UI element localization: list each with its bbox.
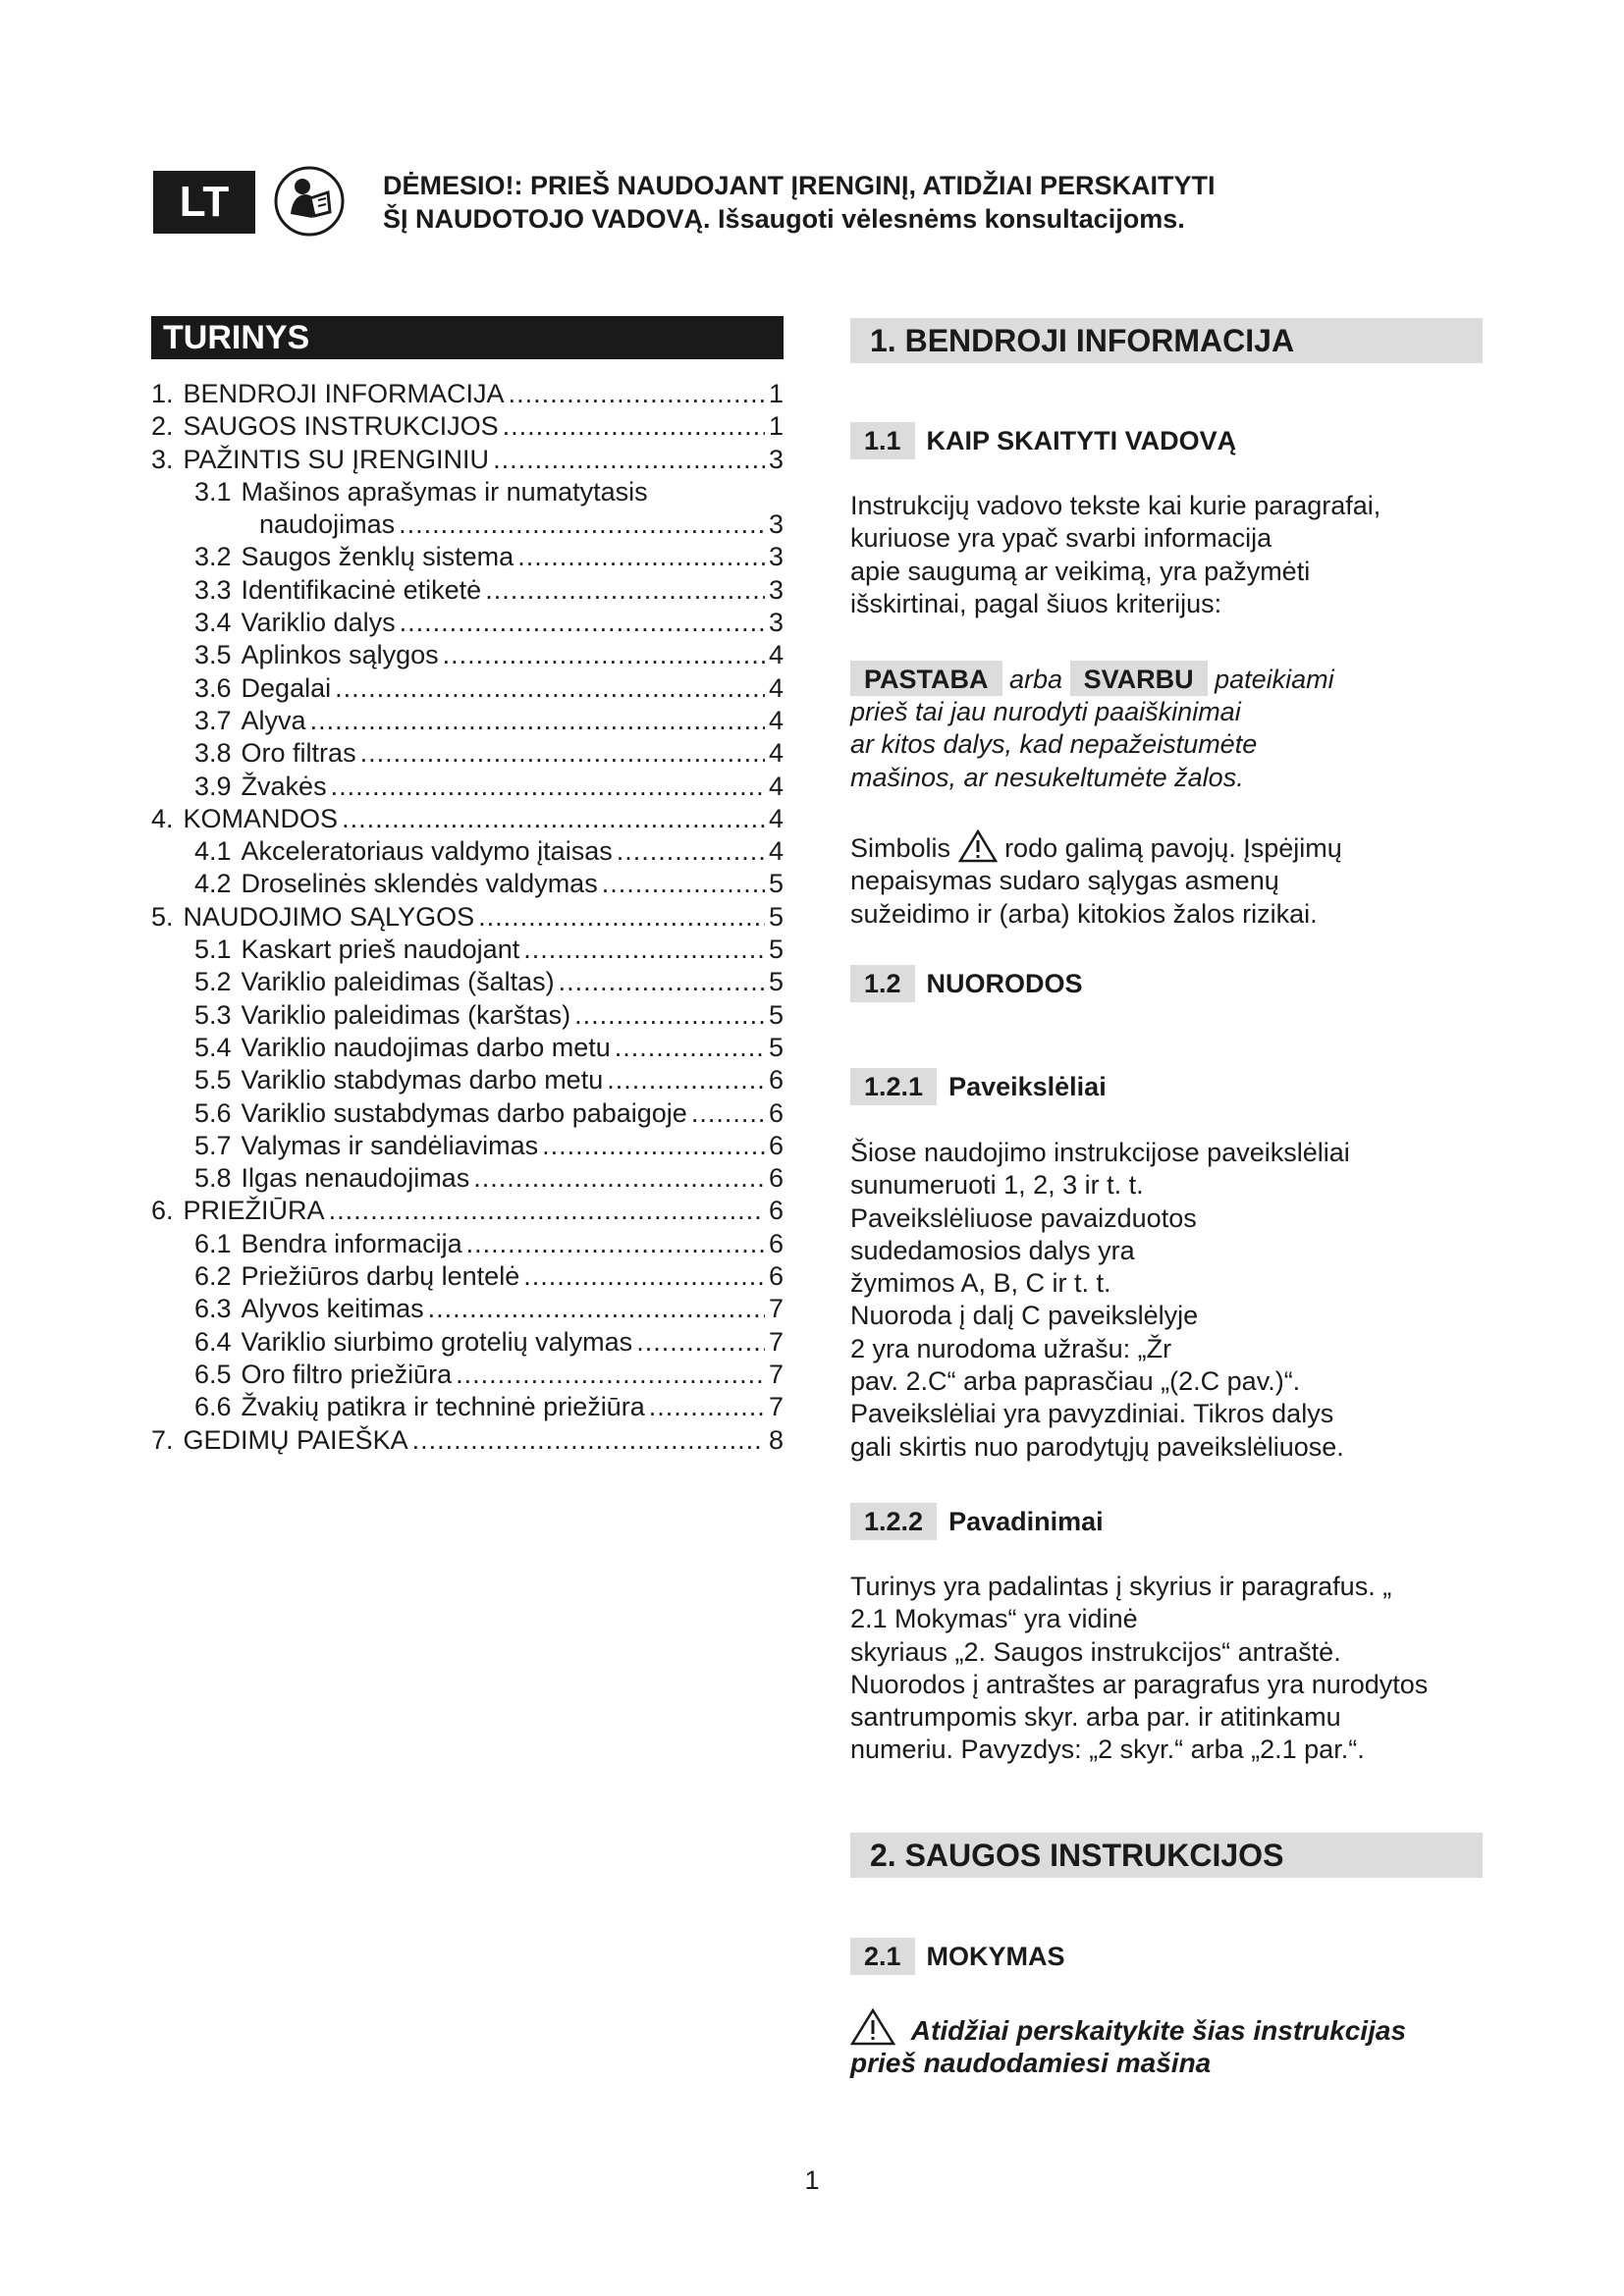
subsection-1-2-1-heading	[850, 1068, 1107, 1105]
toc-entry-page: 5	[768, 967, 784, 997]
toc-entry-number: 4.	[151, 803, 174, 833]
toc-entry-label: Valymas ir sandėliavimas	[241, 1130, 539, 1160]
toc-leader-dots	[473, 1162, 765, 1195]
paragraph-1-2-1	[850, 1137, 1489, 1464]
toc-entry-label: Variklio stabdymas darbo metu	[241, 1065, 604, 1095]
toc-entry-number: 5.8	[194, 1163, 232, 1194]
toc-entry	[151, 607, 784, 639]
toc-entry-number: 6.4	[194, 1326, 232, 1357]
toc-entry	[151, 476, 784, 508]
text-line: pav. 2.C“ arba paprasčiau „(2.C pav.)“.	[850, 1366, 1301, 1397]
toc-leader-dots	[400, 607, 765, 639]
important-chip: SVARBU	[1070, 661, 1208, 696]
toc-leader-dots	[615, 1032, 765, 1064]
toc-entry-page: 6	[768, 1261, 784, 1292]
text-line: mašinos, ar nesukeltumėte žalos.	[850, 762, 1244, 792]
toc-entry	[151, 1359, 784, 1391]
toc-entry-number: 3.9	[194, 771, 232, 801]
toc-entry-label: Variklio paleidimas (karštas)	[241, 999, 571, 1030]
toc-entry-number: 1.	[151, 379, 174, 408]
toc-entry-page: 7	[768, 1392, 784, 1422]
subsection-number: 1.2.1	[850, 1068, 937, 1105]
toc-leader-dots	[493, 444, 765, 476]
toc-entry	[151, 737, 784, 770]
toc-entry-label: Alyvos keitimas	[241, 1294, 424, 1324]
subsection-2-1-heading	[850, 1938, 1065, 1975]
section-2-title: 2. SAUGOS INSTRUKCIJOS	[850, 1833, 1483, 1878]
toc-entry-number: 6.3	[194, 1294, 232, 1324]
toc-entry-label: Aplinkos sąlygos	[241, 640, 439, 670]
toc-entry-label: naudojimas	[259, 509, 396, 540]
subsection-title: Paveikslėliai	[948, 1071, 1107, 1101]
toc-leader-dots	[428, 1293, 765, 1325]
toc-entry-number: 6.2	[194, 1261, 232, 1292]
toc-entry-label: Alyva	[241, 705, 306, 735]
text-line: 2 yra nurodoma užrašu: „Žr	[850, 1333, 1172, 1363]
toc-entry	[151, 672, 784, 705]
subsection-number: 1.2.2	[850, 1503, 937, 1540]
toc-entry-number: 3.4	[194, 608, 232, 638]
toc-entry-label: GEDIMŲ PAIEŠKA	[183, 1424, 408, 1455]
note-or: arba	[1009, 665, 1063, 694]
text-line: Paveikslėliuose pavaizduotos	[850, 1202, 1197, 1233]
reader-manual-icon	[273, 165, 346, 238]
toc-entry-number: 3.	[151, 444, 174, 474]
toc-entry-number: 3.8	[194, 738, 232, 769]
symbol-paragraph	[850, 829, 1489, 931]
text-line: numeriu. Pavyzdys: „2 skyr.“ arba „2.1 par.“.	[850, 1735, 1365, 1765]
toc-entry-label: PRIEŽIŪRA	[183, 1196, 325, 1226]
note-chip: PASTABA	[850, 661, 1002, 696]
toc-leader-dots	[617, 835, 765, 868]
toc-leader-dots	[478, 901, 765, 934]
text-line: sudedamosios dalys yra	[850, 1235, 1135, 1265]
toc-entry	[151, 1228, 784, 1260]
toc-entry	[151, 444, 784, 476]
toc-entry-label: Oro filtras	[241, 738, 356, 769]
toc-entry-label: Bendra informacija	[241, 1228, 462, 1258]
warning-triangle-icon	[958, 829, 998, 863]
toc-entry-page: 6	[768, 1065, 784, 1095]
toc-entry-page: 7	[768, 1294, 784, 1324]
safety-warning-line1: Atidžiai perskaitykite šias instrukcijas	[910, 2015, 1407, 2046]
subsection-title: KAIP SKAITYTI VADOVĄ	[926, 425, 1237, 455]
subsection-number: 1.1	[850, 422, 915, 459]
toc-leader-dots	[509, 378, 765, 410]
toc-entry-number: 3.5	[194, 640, 232, 670]
toc-entry-page: 4	[768, 672, 784, 703]
text-line: nepaisymas sudaro sąlygas asmenų	[850, 866, 1279, 896]
text-line: Šiose naudojimo instrukcijose paveikslėliai	[850, 1138, 1350, 1167]
toc-entry-label: PAŽINTIS SU ĮRENGINIU	[183, 444, 490, 474]
header-warning-line1: DĖMESIO!: PRIEŠ NAUDOJANT ĮRENGINĮ, ATIDŽIAI PERSKAITYTI	[383, 171, 1216, 200]
toc-leader-dots	[607, 1064, 765, 1096]
toc-entry	[151, 771, 784, 803]
toc-entry-page: 6	[768, 1228, 784, 1258]
toc-entry	[151, 835, 784, 868]
toc-entry-page: 6	[768, 1130, 784, 1160]
subsection-title: NUORODOS	[926, 968, 1083, 998]
text-line: kuriuose yra ypač svarbi informacija	[850, 523, 1272, 554]
toc-leader-dots	[360, 737, 765, 770]
toc-leader-dots	[649, 1391, 765, 1423]
toc-leader-dots	[329, 1195, 765, 1227]
toc-entry-page: 7	[768, 1326, 784, 1357]
subsection-1-1-heading	[850, 422, 1236, 459]
toc-entry-number: 6.6	[194, 1392, 232, 1422]
subsection-1-2-heading	[850, 965, 1083, 1002]
toc-entry-label: Oro filtro priežiūra	[241, 1359, 453, 1389]
toc-leader-dots	[443, 639, 765, 671]
toc-entry	[151, 1064, 784, 1096]
toc-leader-dots	[331, 771, 765, 803]
toc-leader-dots	[310, 705, 765, 737]
subsection-title: MOKYMAS	[926, 1941, 1065, 1971]
note-after: pateikiami	[1215, 665, 1334, 694]
toc-entry-page: 4	[768, 640, 784, 670]
toc-leader-dots	[517, 541, 765, 573]
toc-entry-page: 1	[768, 379, 784, 408]
toc-entry	[151, 705, 784, 737]
text-line: prieš tai jau nurodyti paaiškinimai	[850, 697, 1241, 726]
toc-entry	[151, 1162, 784, 1195]
toc-entry-number: 4.2	[194, 869, 232, 899]
toc-entry-label: Kaskart prieš naudojant	[241, 934, 520, 965]
toc-entry	[151, 1391, 784, 1423]
toc-entry-number: 5.	[151, 901, 174, 932]
toc-entry-number: 6.1	[194, 1228, 232, 1258]
toc-entry-page: 4	[768, 771, 784, 801]
text-line: Turinys yra padalintas į skyrius ir paragrafus. „	[850, 1572, 1392, 1601]
toc-entry-number: 5.7	[194, 1130, 232, 1160]
toc-entry-label: Mašinos aprašymas ir numatytasis	[241, 476, 648, 507]
toc-entry-page: 1	[768, 411, 784, 442]
toc-entry-number: 4.1	[194, 836, 232, 867]
text-line: skyriaus „2. Saugos instrukcijos“ antraštė.	[850, 1636, 1341, 1667]
toc-entry-label: Droselinės sklendės valdymas	[241, 869, 598, 899]
toc-entry-label: Identifikacinė etiketė	[241, 574, 482, 605]
header-warning	[383, 169, 1216, 236]
toc-entry	[151, 901, 784, 934]
toc-entry-number: 7.	[151, 1424, 174, 1455]
symbol-pre: Simbolis	[850, 833, 951, 863]
toc-entry-page: 3	[768, 608, 784, 638]
toc-entry	[151, 541, 784, 573]
toc-entry-page: 5	[768, 901, 784, 932]
toc-entry	[151, 639, 784, 671]
toc-entry-number: 5.5	[194, 1065, 232, 1095]
text-line: 2.1 Mokymas“ yra vidinė	[850, 1604, 1138, 1634]
subsection-title: Pavadinimai	[948, 1506, 1104, 1536]
toc-entry-number: 3.7	[194, 705, 232, 735]
text-line: santrumpomis skyr. arba par. ir atitinkamu	[850, 1702, 1341, 1733]
toc-entry-label: SAUGOS INSTRUKCIJOS	[183, 411, 499, 442]
toc-entry	[151, 999, 784, 1032]
toc-entry-page: 6	[768, 1163, 784, 1194]
text-line: žymimos A, B, C ir t. t.	[850, 1268, 1111, 1299]
toc-leader-dots	[412, 1424, 765, 1457]
toc-entry-label: Akceleratoriaus valdymo įtaisas	[241, 836, 613, 867]
toc-entry	[151, 1326, 784, 1359]
toc-entry-label: Variklio naudojimas darbo metu	[241, 1032, 611, 1062]
text-line: išskirtinai, pagal šiuos kriterijus:	[850, 588, 1222, 618]
toc-entry-number: 3.1	[194, 476, 232, 507]
toc-entry-page: 3	[768, 444, 784, 474]
toc-leader-dots	[523, 1260, 765, 1293]
toc-entry	[151, 1424, 784, 1457]
paragraph-1-2-2	[850, 1571, 1489, 1767]
toc-entry-label: Variklio siurbimo grotelių valymas	[241, 1326, 633, 1357]
subsection-number: 1.2	[850, 965, 915, 1002]
toc-entry	[151, 803, 784, 835]
toc-entry-label: Priežiūros darbų lentelė	[241, 1261, 520, 1292]
symbol-post: rodo galimą pavojų. Įspėjimų	[1004, 833, 1342, 863]
toc-entry-label: Žvakių patikra ir techninė priežiūra	[241, 1392, 645, 1422]
safety-warning	[850, 2008, 1489, 2080]
toc-entry	[151, 1032, 784, 1064]
toc-entry-page: 7	[768, 1359, 784, 1389]
toc-entry-page: 8	[768, 1424, 784, 1455]
toc-entry	[151, 1195, 784, 1227]
table-of-contents	[151, 378, 784, 1457]
toc-leader-dots	[542, 1130, 765, 1162]
toc-leader-dots	[523, 934, 765, 966]
toc-entry-label: Žvakės	[241, 771, 327, 801]
toc-entry	[151, 868, 784, 900]
note-paragraph	[850, 661, 1489, 794]
toc-leader-dots	[485, 574, 765, 607]
toc-entry-number: 3.3	[194, 574, 232, 605]
warning-triangle-icon	[850, 2008, 895, 2046]
toc-entry-number: 3.6	[194, 672, 232, 703]
toc-entry-page: 4	[768, 738, 784, 769]
toc-entry-number: 5.2	[194, 967, 232, 997]
toc-leader-dots	[602, 868, 765, 900]
text-line: Paveikslėliai yra pavyzdiniai. Tikros dalys	[850, 1399, 1334, 1429]
toc-entry-page: 6	[768, 1097, 784, 1128]
text-line: Nuorodos į antraštes ar paragrafus yra nurodytos	[850, 1669, 1429, 1699]
toc-entry	[151, 1097, 784, 1130]
text-line: sunumeruoti 1, 2, 3 ir t. t.	[850, 1170, 1144, 1201]
toc-entry-page: 3	[768, 542, 784, 572]
toc-entry-page: 4	[768, 836, 784, 867]
toc-entry-label: Variklio paleidimas (šaltas)	[241, 967, 555, 997]
toc-entry-label: Saugos ženklų sistema	[241, 542, 514, 572]
section-1-title: 1. BENDROJI INFORMACIJA	[850, 318, 1483, 363]
safety-warning-line2: prieš naudodamiesi mašina	[850, 2048, 1212, 2079]
toc-entry-number: 5.3	[194, 999, 232, 1030]
toc-leader-dots	[335, 672, 765, 705]
text-line: Nuoroda į dalį C paveikslėlyje	[850, 1301, 1199, 1331]
toc-entry	[151, 574, 784, 607]
toc-entry-page: 5	[768, 1032, 784, 1062]
toc-entry-label: Ilgas nenaudojimas	[241, 1163, 470, 1194]
toc-entry-number: 2.	[151, 411, 174, 442]
text-line: Instrukcijų vadovo tekste kai kurie paragrafai,	[850, 491, 1381, 520]
toc-leader-dots	[691, 1097, 765, 1130]
toc-entry	[151, 410, 784, 443]
toc-entry-number: 6.	[151, 1196, 174, 1226]
toc-entry-number: 5.4	[194, 1032, 232, 1062]
toc-entry-page: 4	[768, 705, 784, 735]
toc-leader-dots	[503, 410, 765, 443]
toc-leader-dots	[636, 1326, 765, 1359]
toc-entry	[151, 1260, 784, 1293]
toc-entry	[151, 1130, 784, 1162]
toc-title: TURINYS	[151, 316, 784, 359]
toc-entry	[151, 1293, 784, 1325]
toc-entry-label: Variklio dalys	[241, 608, 396, 638]
toc-entry-page: 5	[768, 934, 784, 965]
header-warning-line2: ŠĮ NAUDOTOJO VADOVĄ. Išsaugoti vėlesnėms konsultacijoms.	[383, 204, 1185, 234]
toc-leader-dots	[466, 1228, 765, 1260]
language-badge: LT	[153, 171, 255, 234]
toc-leader-dots	[574, 999, 765, 1032]
toc-leader-dots	[559, 966, 765, 998]
toc-entry-number: 6.5	[194, 1359, 232, 1389]
toc-entry-number: 5.6	[194, 1097, 232, 1128]
toc-entry-number: 5.1	[194, 934, 232, 965]
toc-entry	[151, 508, 784, 541]
toc-entry-label: BENDROJI INFORMACIJA	[183, 379, 505, 408]
toc-entry-page: 6	[768, 1196, 784, 1226]
toc-entry-label: KOMANDOS	[183, 803, 339, 833]
toc-entry-number: 3.2	[194, 542, 232, 572]
toc-entry-label: Variklio sustabdymas darbo pabaigoje	[241, 1097, 687, 1128]
toc-entry-label: NAUDOJIMO SĄLYGOS	[183, 901, 475, 932]
toc-entry-page: 4	[768, 803, 784, 833]
text-line: gali skirtis nuo parodytųjų paveikslėliuose.	[850, 1431, 1344, 1462]
toc-entry-page: 5	[768, 869, 784, 899]
subsection-1-2-2-heading	[850, 1503, 1104, 1540]
text-line: ar kitos dalys, kad nepažeistumėte	[850, 729, 1258, 760]
toc-entry-page: 5	[768, 999, 784, 1030]
toc-entry	[151, 378, 784, 410]
subsection-number: 2.1	[850, 1938, 915, 1975]
paragraph-1-1	[850, 490, 1489, 620]
toc-leader-dots	[456, 1359, 765, 1391]
text-line: apie saugumą ar veikimą, yra pažymėti	[850, 556, 1311, 586]
toc-leader-dots	[399, 508, 765, 541]
toc-entry-page: 3	[768, 574, 784, 605]
toc-entry-label: Degalai	[241, 672, 332, 703]
toc-entry	[151, 934, 784, 966]
toc-entry	[151, 966, 784, 998]
toc-entry-page: 3	[768, 509, 784, 540]
page-number: 1	[804, 2165, 820, 2195]
text-line: sužeidimo ir (arba) kitokios žalos rizikai.	[850, 898, 1318, 929]
toc-leader-dots	[342, 803, 765, 835]
